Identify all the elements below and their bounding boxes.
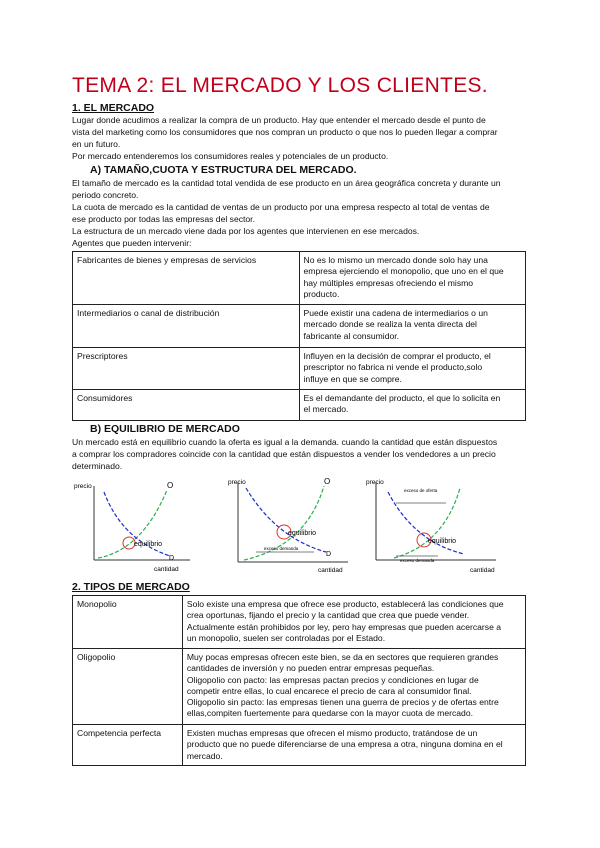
excess-demand-label: exceso demanda (264, 546, 299, 551)
agent-cell (73, 348, 300, 390)
market-desc-cell (182, 596, 525, 649)
desc-line: ellas,compiten fuertemente para quedarse con la mayor cuota de mercado. (186, 708, 473, 719)
desc-line: producto que no puede diferenciarse de una empresa a otra, ninguna domina en el (186, 739, 503, 750)
paragraph-line: ese producto por todas las empresas del sector. (72, 214, 255, 224)
paragraph-line: Lugar donde acudimos a realizar la compra de un producto. Hay que entender el mercado desde el punto de (72, 115, 486, 125)
table-row (73, 649, 526, 725)
desc-line: producto. (303, 288, 340, 299)
agent-cell (73, 252, 300, 305)
supply-label: O (324, 477, 331, 486)
x-axis-label: cantidad (470, 567, 495, 574)
paragraph-line: La cuota de mercado es la cantidad de ventas de un producto por una empresa respecto al total de ventas de (72, 202, 490, 212)
subsection-heading-a: A) TAMAÑO,CUOTA Y ESTRUCTURA DEL MERCADO. (90, 164, 357, 176)
y-axis-label: precio (74, 483, 92, 490)
excess-supply-label: exceso de oferta (404, 488, 438, 493)
table-row (73, 725, 526, 766)
agent-cell (73, 390, 300, 421)
equilibrium-graph-1 (72, 478, 192, 573)
desc-line: competir entre ellas, lo cual encarece el precio de cara al consumidor final. (186, 685, 472, 696)
excess-demand-label: exceso demanda (400, 558, 435, 563)
agent-desc-cell (299, 390, 526, 421)
supply-label: O (167, 481, 174, 490)
table-row (73, 305, 526, 348)
agent-label: Prescriptores (77, 351, 128, 361)
desc-line: Puede existir una cadena de intermediarios o un (303, 308, 488, 318)
market-type-label: Competencia perfecta (77, 728, 162, 738)
desc-line: Oligopolio con pacto: las empresas pactan precios y condiciones en lugar de (186, 674, 479, 685)
desc-line: mercado donde se realiza la venta directa del (303, 319, 477, 330)
market-desc-cell (182, 649, 525, 725)
table-row (73, 596, 526, 649)
x-axis-label: cantidad (318, 567, 343, 574)
table-row (73, 348, 526, 390)
equilibrium-label: equilibrio (134, 541, 163, 548)
agent-cell (73, 305, 300, 348)
desc-line: prescriptor no fabrica ni vende el producto,solo (303, 362, 483, 373)
desc-line: Existen muchas empresas que ofrecen el mismo producto, tratándose de un (186, 728, 478, 738)
desc-line: mercado. (186, 750, 223, 761)
agents-table (72, 251, 526, 421)
desc-line: Muy pocas empresas ofrecen este bien, se da en sectores que requieren grandes (186, 652, 499, 662)
desc-line: un monopolio, suelen ser controladas por el Estado. (186, 632, 386, 643)
agent-desc-cell (299, 305, 526, 348)
paragraph-line: Agentes que pueden intervenir: (72, 238, 192, 248)
equilibrium-label: equilibrio (428, 538, 457, 545)
desc-line: hay múltiples empresas ofreciendo el mismo (303, 277, 474, 288)
table-row (73, 390, 526, 421)
desc-line: cantidades de inversión y no pueden entrar empresas pequeñas. (186, 663, 435, 674)
table-row (73, 252, 526, 305)
page-title: TEMA 2: EL MERCADO Y LOS CLIENTES. (72, 74, 488, 97)
paragraph-line: a comprar los compradores coincide con la cantidad que están dispuestos a vender los vendedores a un precio (72, 449, 496, 459)
market-types-table (72, 595, 526, 766)
y-axis-label: precio (228, 479, 246, 486)
section-heading-mercado: 1. EL MERCADO (72, 102, 155, 114)
paragraph-line: El tamaño de mercado es la cantidad total vendida de ese producto en un área geográfica concreta y durante un (72, 178, 501, 188)
desc-line: Influyen en la decisión de comprar el producto, el (303, 351, 491, 361)
desc-line: crea oportunas, fijando el precio y la cantidad que crea que puede vender. (186, 610, 470, 621)
desc-line: Es el demandante del producto, el que lo solicita en (303, 393, 501, 403)
agent-label: Intermediarios o canal de distribución (77, 308, 220, 318)
paragraph-line: Un mercado está en equilibrio cuando la oferta es igual a la demanda. cuando la cantidad que están dispuestos (72, 437, 498, 447)
desc-line: el mercado. (303, 404, 349, 415)
demand-label: D (169, 555, 175, 562)
subsection-heading-b: B) EQUILIBRIO DE MERCADO (90, 423, 240, 435)
market-type-cell (73, 725, 183, 766)
market-type-cell (73, 596, 183, 649)
desc-line: Actualmente están prohibidos por ley, pero hay empresas que pueden acercarse a (186, 621, 502, 632)
agent-desc-cell (299, 252, 526, 305)
paragraph-line: La estructura de un mercado viene dada por los agentes que intervienen en ese mercados. (72, 226, 420, 236)
paragraph-line: periodo concreto. (72, 190, 139, 200)
supply-curve (394, 488, 460, 558)
desc-line: empresa ejerciendo el monopolio, que uno en el que (303, 266, 504, 277)
paragraph-line: vista del marketing como los consumidores que nos compran un producto o que nos lo pueden llegar a comprar (72, 127, 498, 137)
market-type-cell (73, 649, 183, 725)
desc-line: influye en que se compre. (303, 373, 402, 384)
y-axis-label: precio (366, 479, 384, 486)
paragraph-line: determinado. (72, 461, 123, 471)
x-axis-label: cantidad (154, 566, 179, 573)
desc-line: Oligopolio sin pacto: las empresas tienen una guerra de precios y de ofertas entre (186, 697, 499, 708)
desc-line: No es lo mismo un mercado donde solo hay una (303, 255, 488, 265)
market-type-label: Oligopolio (77, 652, 116, 662)
desc-line: fabricante al consumidor. (303, 330, 400, 341)
paragraph-line: en un futuro. (72, 139, 121, 149)
paragraph-line: Por mercado entenderemos los consumidores reales y potenciales de un producto. (72, 151, 389, 161)
agent-label: Consumidores (77, 393, 133, 403)
market-desc-cell (182, 725, 525, 766)
equilibrium-label: equilibrio (288, 530, 317, 537)
agent-label: Fabricantes de bienes y empresas de servicios (77, 255, 257, 265)
demand-label: D (326, 551, 332, 558)
desc-line: Solo existe una empresa que ofrece ese producto, establecerá las condiciones que (186, 599, 504, 609)
market-type-label: Monopolio (77, 599, 117, 609)
section-heading-tipos: 2. TIPOS DE MERCADO (72, 581, 190, 593)
agent-desc-cell (299, 348, 526, 390)
equilibrium-graph-2 (226, 476, 354, 576)
equilibrium-graph-3 (366, 478, 506, 576)
